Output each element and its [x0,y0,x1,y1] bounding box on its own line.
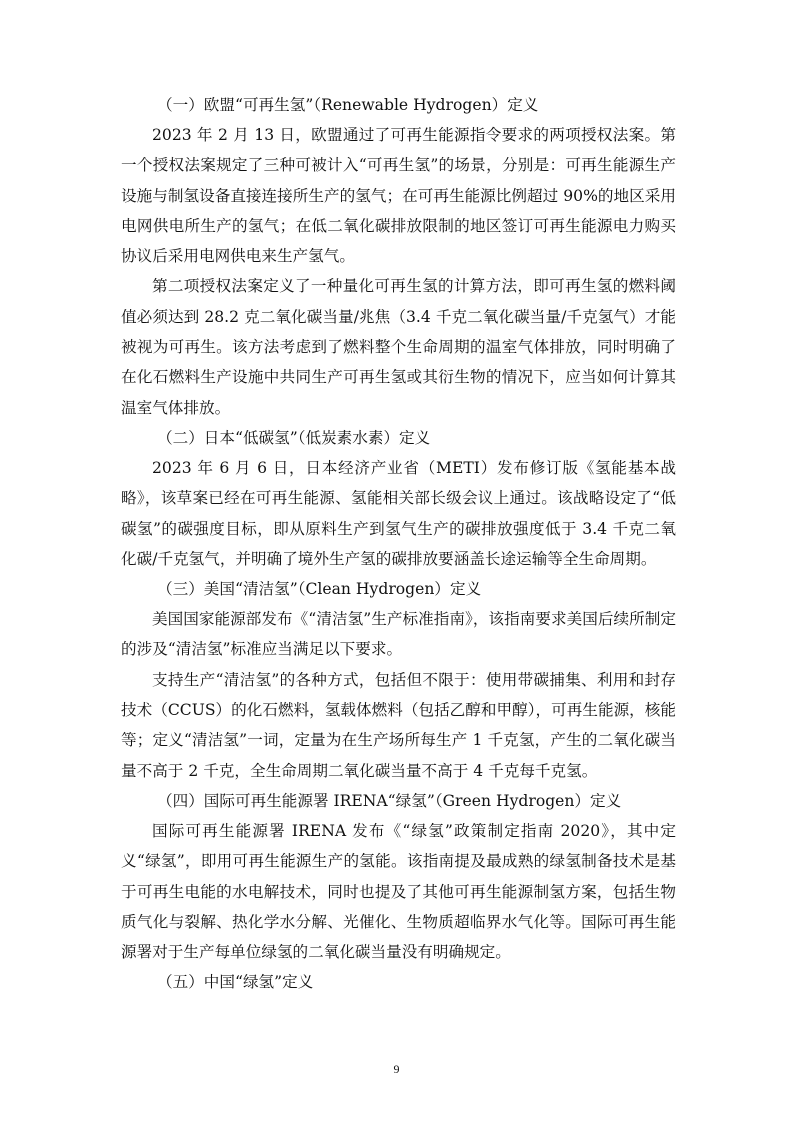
paragraph-eu-1: 2023 年 2 月 13 日，欧盟通过了可再生能源指令要求的两项授权法案。第一个授权法案规定了三种可被计入“可再生氢”的场景，分别是：可再生能源生产设施与制氢设备直接连接所生产的氢气；在可再生能源比例超过 90%的地区采用电网供电所生产的氢气；在低二氧化碳排放限制的地区签订可再生能源电力购买协议后采用电网供电来生产氢气。 [121,126,676,266]
section-heading-eu: （一）欧盟“可再生氢”（Renewable Hydrogen）定义 [157,96,539,114]
paragraph-irena-1: 国际可再生能源署 IRENA 发布《“绿氢”政策制定指南 2020》，其中定义“绿氢”，即用可再生能源生产的氢能。该指南提及最成熟的绿氢制备技术是基于可再生电能的水电解技术，同时也提及了其他可再生能源制氢方案，包括生物质气化与裂解、热化学水分解、光催化、生物质超临界水气化等。国际可再生能源署对于生产每单位绿氢的二氧化碳当量没有明确规定。 [121,821,676,962]
paragraph-usa-1: 美国国家能源部发布《“清洁氢”生产标准指南》，该指南要求美国后续所制定的涉及“清洁氢”标准应当满足以下要求。 [121,610,676,659]
document-body [121,90,676,997]
section-heading-japan: （二）日本“低碳氢”（低炭素水素）定义 [157,428,431,447]
section-heading-usa: （三）美国“清洁氢”（Clean Hydrogen）定义 [157,580,482,599]
page-number: 9 [393,1062,400,1076]
paragraph-japan-1: 2023 年 6 月 6 日，日本经济产业省（METI）发布修订版《氢能基本战略》，该草案已经在可再生能源、氢能相关部长级会议上通过。该战略设定了“低碳氢”的碳强度目标，即从原料生产到氢气生产的碳排放强度低于 3.4 千克二氧化碳/千克氢气，并明确了境外生产氢的碳排放要涵盖长途运输等全生命周期。 [121,458,676,568]
paragraph-usa-2: 支持生产“清洁氢”的各种方式，包括但不限于：使用带碳捕集、利用和封存技术（CCUS）的化石燃料，氢载体燃料（包括乙醇和甲醇），可再生能源，核能等；定义“清洁氢”一词，定量为在生产场所每生产 1 千克氢，产生的二氧化碳当量不高于 2 千克，全生命周期二氧化碳当量不高于 4 千克每千克氢。 [121,670,676,780]
section-heading-china: （五）中国“绿氢”定义 [157,973,314,992]
section-heading-irena: （四）国际可再生能源署 IRENA“绿氢”（Green Hydrogen）定义 [157,791,622,810]
paragraph-eu-2: 第二项授权法案定义了一种量化可再生氢的计算方法，即可再生氢的燃料阈值必须达到 28.2 克二氧化碳当量/兆焦（3.4 千克二氧化碳当量/千克氢气）才能被视为可再生。该方法考虑到了燃料整个生命周期的温室气体排放，同时明确了在化石燃料生产设施中共同生产可再生氢或其衍生物的情况下，应当如何计算其温室气体排放。 [121,277,676,417]
